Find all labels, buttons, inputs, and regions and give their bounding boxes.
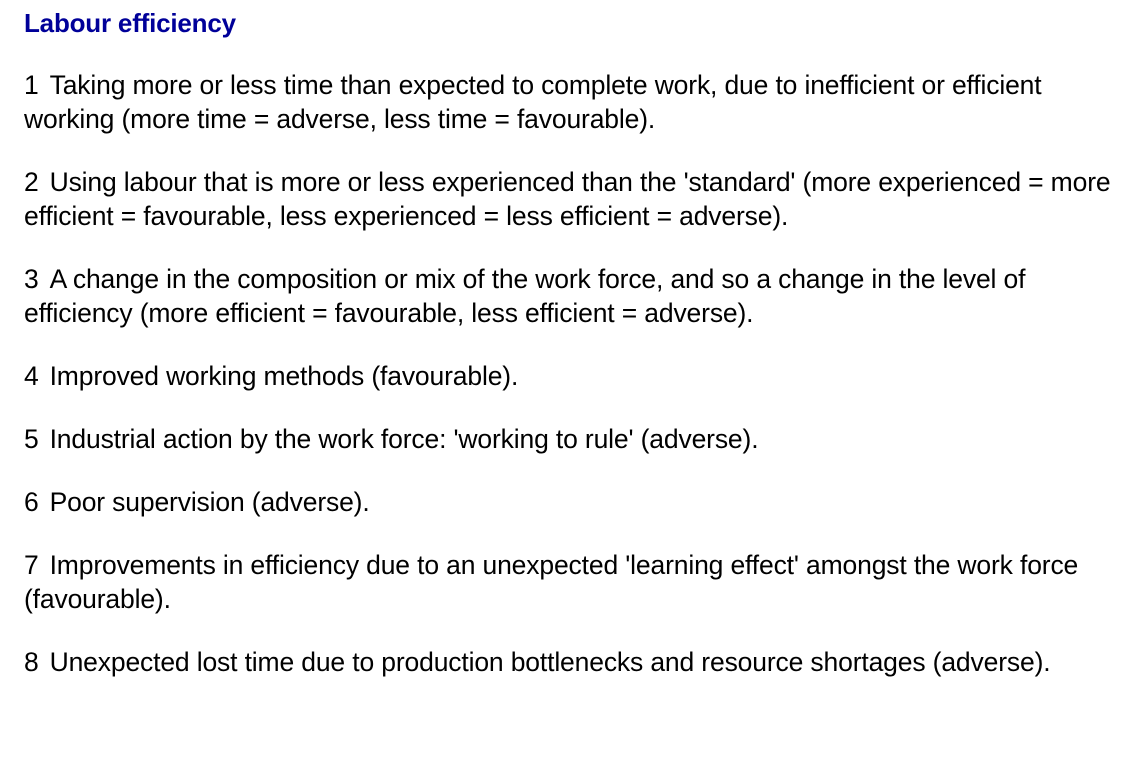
item-text: Taking more or less time than expected to complete work, due to inefficient or efficient working (more time = adverse, less time = favourable). <box>24 70 1042 134</box>
item-number: 4 <box>24 361 39 391</box>
list-item <box>24 485 1124 519</box>
item-text: Unexpected lost time due to production bottlenecks and resource shortages (adverse). <box>49 647 1051 677</box>
item-number: 6 <box>24 487 39 517</box>
item-number: 2 <box>24 167 39 197</box>
item-number: 3 <box>24 264 39 294</box>
section-heading: Labour efficiency <box>24 8 236 38</box>
list-item <box>24 422 1124 456</box>
item-number: 8 <box>24 647 39 677</box>
list-item <box>24 165 1124 233</box>
list-item <box>24 262 1124 330</box>
item-number: 1 <box>24 70 39 100</box>
item-text: Poor supervision (adverse). <box>49 487 370 517</box>
item-text: Using labour that is more or less experienced than the 'standard' (more experienced = more efficient = favourable, less experienced = less efficient = adverse). <box>24 167 1111 231</box>
cause-list <box>24 68 1124 679</box>
list-item <box>24 359 1124 393</box>
item-text: A change in the composition or mix of the work force, and so a change in the level of efficiency (more efficient = favourable, less efficient = adverse). <box>24 264 1026 328</box>
item-text: Improvements in efficiency due to an unexpected 'learning effect' amongst the work force (favourable). <box>24 550 1079 614</box>
list-item <box>24 68 1124 136</box>
item-text: Improved working methods (favourable). <box>49 361 519 391</box>
list-item <box>24 645 1124 679</box>
item-text: Industrial action by the work force: 'working to rule' (adverse). <box>49 424 759 454</box>
list-item <box>24 548 1124 616</box>
item-number: 5 <box>24 424 39 454</box>
item-number: 7 <box>24 550 39 580</box>
